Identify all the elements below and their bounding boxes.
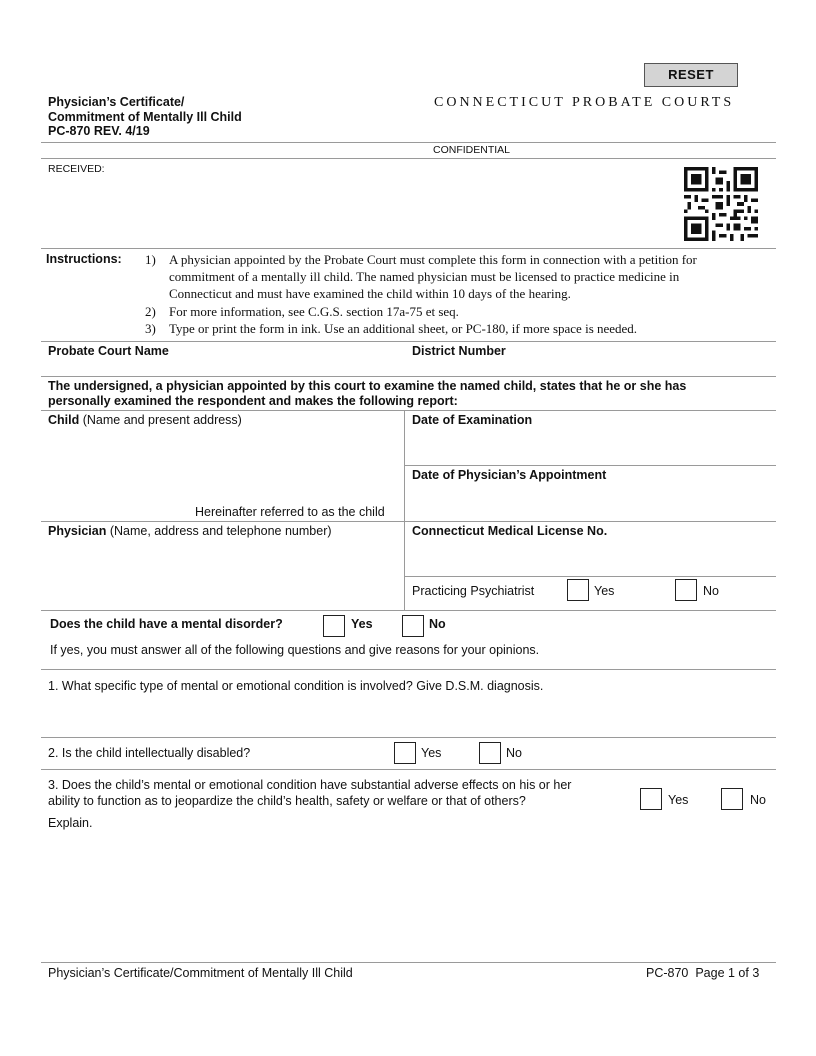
disorder-yes-checkbox[interactable] (323, 615, 345, 637)
q2-label: 2. Is the child intellectually disabled? (48, 746, 251, 760)
child-referred-text: Hereinafter referred to as the child (195, 505, 385, 519)
instructions-divider (41, 248, 776, 249)
psychiatrist-no-checkbox[interactable] (675, 579, 697, 601)
child-label-group (48, 413, 242, 427)
instructions-label: Instructions: (46, 252, 122, 266)
probate-court-name-field[interactable] (41, 342, 404, 375)
intellectual-no-label: No (506, 746, 522, 760)
date-appointment-label: Date of Physician’s Appointment (412, 468, 607, 482)
form-title-line1: Physician’s Certificate/ (48, 95, 185, 109)
statement-line1: The undersigned, a physician appointed by this court to examine the named child, states that he or she has (48, 379, 687, 393)
footer-page-number: PC-870 Page 1 of 3 (646, 966, 760, 980)
instr-1-line2: commitment of a mentally ill child. The named physician must be licensed to practice medicine in (169, 269, 680, 284)
confidential-divider (41, 158, 776, 159)
confidential-label: CONFIDENTIAL (433, 144, 511, 156)
psychiatrist-yes-checkbox[interactable] (567, 579, 589, 601)
district-number-label: District Number (412, 344, 506, 358)
qr-code-icon (684, 167, 758, 241)
practicing-psychiatrist-label: Practicing Psychiatrist (412, 584, 535, 598)
divider-q3 (41, 769, 776, 770)
psychiatrist-no-label: No (703, 584, 719, 598)
physician-hint: (Name, address and telephone number) (109, 524, 332, 538)
adverse-no-label: No (750, 793, 766, 807)
license-label: Connecticut Medical License No. (412, 524, 608, 538)
statement-line2: personally examined the respondent and makes the following report: (48, 394, 458, 408)
instr-1-line1: A physician appointed by the Probate Court must complete this form in connection with a petition for (169, 252, 697, 267)
date-examination-field[interactable] (405, 411, 776, 465)
physician-label: Physician (48, 524, 107, 538)
instr-num-2: 2) (145, 304, 156, 319)
instr-2-line1: For more information, see C.G.S. section 17a-75 et seq. (169, 304, 459, 319)
physician-label-group (48, 524, 332, 538)
adverse-yes-label: Yes (668, 793, 689, 807)
child-hint: (Name and present address) (82, 413, 242, 427)
q1-label: 1. What specific type of mental or emotional condition is involved? Give D.S.M. diagnosis. (48, 679, 544, 693)
psychiatrist-yes-label: Yes (594, 584, 615, 598)
divider-statement (41, 376, 776, 377)
explain-field[interactable] (41, 812, 776, 957)
form-title (48, 95, 242, 139)
disorder-no-label: No (429, 617, 446, 631)
q3-line1: 3. Does the child’s mental or emotional condition have substantial adverse effects on his or her (48, 778, 572, 792)
footer-title: Physician’s Certificate/Commitment of Mentally Ill Child (48, 966, 353, 980)
court-header: CONNECTICUT PROBATE COURTS (434, 95, 735, 110)
reset-button[interactable]: RESET (644, 63, 738, 87)
form-title-line2: Commitment of Mentally Ill Child (48, 109, 242, 124)
adverse-no-checkbox[interactable] (721, 788, 743, 810)
date-appointment-field[interactable] (405, 466, 776, 520)
divider-disorder (41, 610, 776, 611)
license-field[interactable] (405, 522, 776, 575)
explain-label: Explain. (48, 816, 93, 830)
q3-line2: ability to function as to jeopardize the child’s health, safety or welfare or that of others? (48, 793, 526, 808)
statement (48, 379, 686, 409)
intellectual-no-checkbox[interactable] (479, 742, 501, 764)
intellectual-yes-checkbox[interactable] (394, 742, 416, 764)
date-examination-label: Date of Examination (412, 413, 533, 427)
adverse-yes-checkbox[interactable] (640, 788, 662, 810)
form-number: PC-870 REV. 4/19 (48, 124, 150, 138)
q0-note: If yes, you must answer all of the following questions and give reasons for your opinions. (50, 643, 540, 657)
child-field[interactable] (41, 411, 403, 520)
q0-label: Does the child have a mental disorder? (50, 617, 283, 631)
district-number-field[interactable] (404, 342, 776, 375)
divider-q2 (41, 737, 776, 738)
q3-text (48, 778, 571, 809)
divider-license (404, 576, 776, 577)
received-label: RECEIVED: (48, 163, 105, 175)
instr-num-1: 1) (145, 252, 156, 267)
footer-divider (41, 962, 776, 963)
physician-field[interactable] (41, 522, 403, 610)
instr-3-line1: Type or print the form in ink. Use an additional sheet, or PC-180, if more space is needed. (169, 321, 638, 336)
instr-num-3: 3) (145, 321, 156, 336)
probate-court-name-label: Probate Court Name (48, 344, 169, 358)
instr-1-line3: Connecticut and must have examined the child within 10 days of the hearing. (169, 286, 571, 301)
intellectual-yes-label: Yes (421, 746, 442, 760)
disorder-yes-label: Yes (351, 617, 373, 631)
disorder-no-checkbox[interactable] (402, 615, 424, 637)
header-divider (41, 142, 776, 143)
child-label: Child (48, 413, 80, 427)
q1-answer-field[interactable] (41, 670, 776, 736)
